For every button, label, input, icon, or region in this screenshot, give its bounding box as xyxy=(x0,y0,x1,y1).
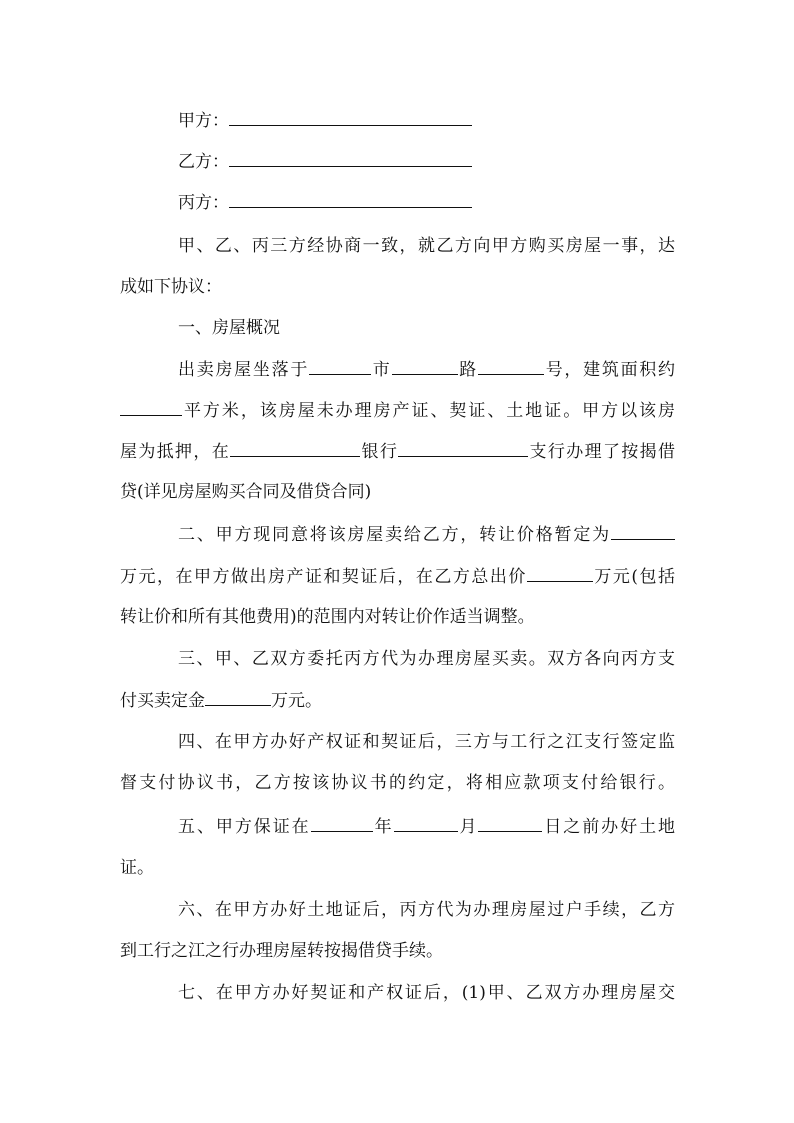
party-c-line xyxy=(178,190,675,214)
section-1-line-3 xyxy=(120,439,675,463)
party-a-blank[interactable] xyxy=(229,108,472,126)
bank-label: 银行 xyxy=(360,442,399,462)
party-b-label: 乙方： xyxy=(178,152,229,172)
section-6-line-1: 六、在甲方办好土地证后，丙方代为办理房屋过户手续，乙方 xyxy=(178,900,675,920)
section-1-heading: 一、房屋概况 xyxy=(178,318,280,338)
section-4-line-2: 督支付协议书，乙方按该协议书的约定，将相应款项支付给银行。 xyxy=(120,773,675,793)
party-c-label: 丙方： xyxy=(178,193,229,213)
area-blank[interactable] xyxy=(120,398,182,416)
section-3-line-1: 三、甲、乙双方委托丙方代为办理房屋买卖。双方各向丙方支 xyxy=(178,649,675,669)
day-blank[interactable] xyxy=(478,814,542,832)
intro-line-1: 甲、乙、丙三方经协商一致，就乙方向甲方购买房屋一事，达 xyxy=(178,236,675,256)
deposit-blank[interactable] xyxy=(205,688,271,706)
mortgage-label: 屋为抵押，在 xyxy=(120,442,231,462)
total-price-blank[interactable] xyxy=(527,564,593,582)
year-blank[interactable] xyxy=(311,814,373,832)
month-blank[interactable] xyxy=(394,814,458,832)
section-7-line-1: 七、在甲方办好契证和产权证后，(1)甲、乙双方办理房屋交 xyxy=(178,983,675,1003)
number-blank[interactable] xyxy=(478,357,544,375)
section-1-line-4: 贷(详见房屋购买合同及借贷合同) xyxy=(120,482,372,502)
party-b-line xyxy=(178,149,675,173)
price-label: 二、甲方现同意将该房屋卖给乙方，转让价格暂定为 xyxy=(178,525,611,545)
section-3-line-2 xyxy=(120,688,675,712)
deposit-label: 付买卖定金 xyxy=(120,691,205,711)
section-2-line-1 xyxy=(178,522,675,546)
section-5-line-1 xyxy=(178,814,675,838)
branch-label: 支行办理了按揭借 xyxy=(528,442,675,462)
city-label: 市 xyxy=(371,360,392,380)
section-4-line-1: 四、在甲方办好产权证和契证后，三方与工行之江支行签定监 xyxy=(178,732,675,752)
section-1-line-2 xyxy=(120,398,675,422)
party-c-blank[interactable] xyxy=(229,190,472,208)
party-a-line xyxy=(178,108,675,132)
section-2-line-2 xyxy=(120,564,675,588)
month-label: 月 xyxy=(457,817,479,837)
area-label: 号，建筑面积约 xyxy=(543,360,675,380)
party-a-label: 甲方： xyxy=(178,111,229,131)
party-b-blank[interactable] xyxy=(229,149,472,167)
intro-line-2: 成如下协议： xyxy=(120,277,222,297)
deadline-label: 五、甲方保证在 xyxy=(178,817,311,837)
section-6-line-2: 到工行之江之行办理房屋转按揭借贷手续。 xyxy=(120,941,443,961)
total-price-unit: 万元(包括 xyxy=(592,567,675,587)
total-price-label: 万元，在甲方做出房产证和契证后，在乙方总出价 xyxy=(120,567,527,587)
bank-blank[interactable] xyxy=(230,439,360,457)
year-label: 年 xyxy=(372,817,394,837)
section-2-line-3: 转让价和所有其他费用)的范围内对转让价作适当调整。 xyxy=(120,607,535,627)
price-blank[interactable] xyxy=(611,522,675,540)
area-text: 平方米，该房屋未办理房产证、契证、土地证。甲方以该房 xyxy=(182,401,675,421)
day-label: 日之前办好土地 xyxy=(542,817,675,837)
location-label: 出卖房屋坐落于 xyxy=(178,360,310,380)
deposit-unit: 万元。 xyxy=(271,691,322,711)
city-blank[interactable] xyxy=(309,357,371,375)
road-label: 路 xyxy=(457,360,478,380)
branch-blank[interactable] xyxy=(398,439,528,457)
section-1-line-1 xyxy=(178,357,675,381)
section-5-line-2: 证。 xyxy=(120,858,154,878)
road-blank[interactable] xyxy=(392,357,458,375)
